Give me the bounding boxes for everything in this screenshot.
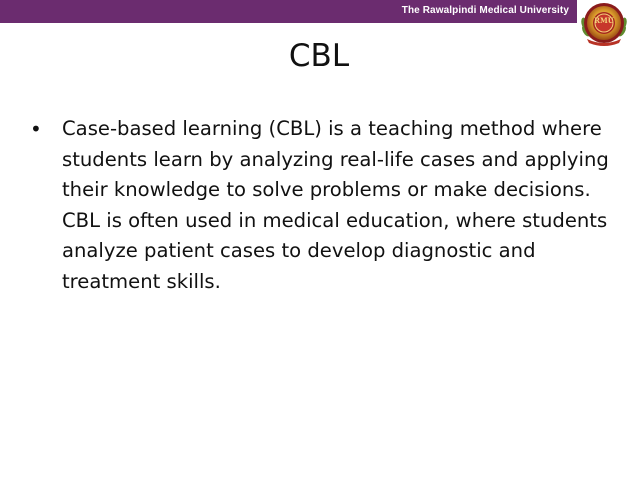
bullet-text: Case-based learning (CBL) is a teaching method where students learn by analyzing real-life cases and applying their knowledge to solve problems or make decisions. CBL is often used in medical education, where students analyze patient cases to develop diagnostic and treatment skills.	[62, 117, 609, 293]
header-bar	[0, 0, 577, 23]
slide-title: CBL	[288, 38, 350, 74]
logo-text: RMU	[594, 16, 614, 25]
bullet-marker: •	[30, 117, 42, 141]
institution-name: The Rawalpindi Medical University	[401, 5, 569, 16]
bullet-item	[30, 114, 610, 297]
bullet-list	[30, 114, 610, 297]
